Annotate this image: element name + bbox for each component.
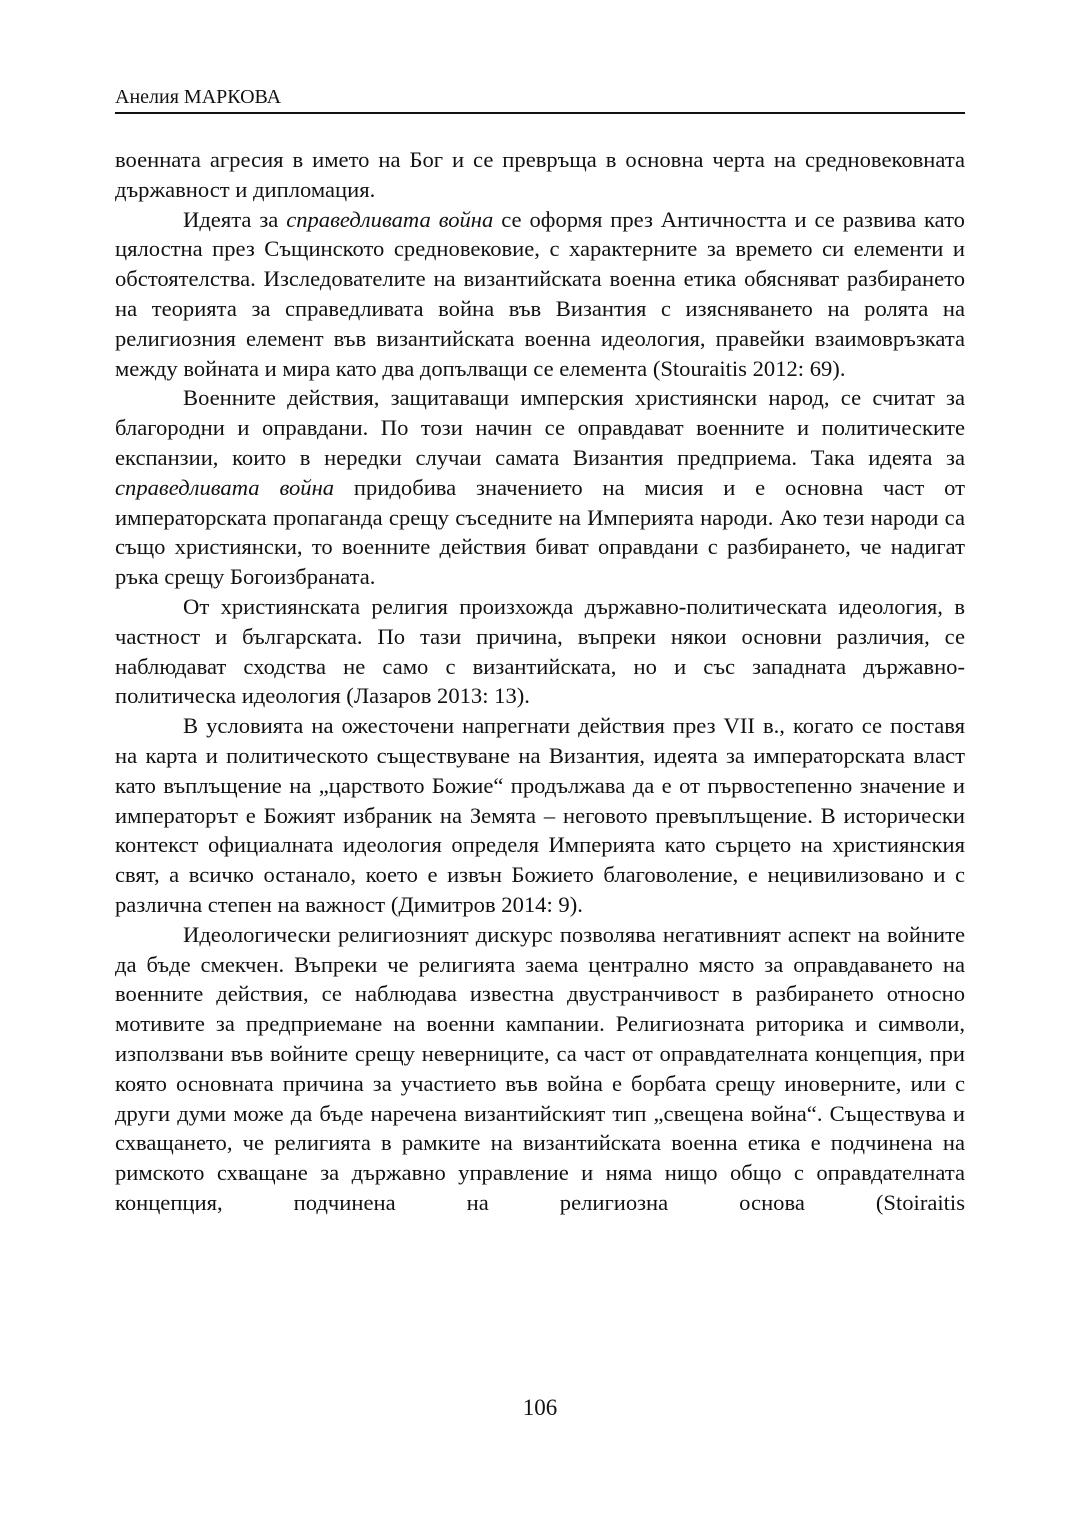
paragraph-text-after: се оформя през Античността и се развива като цялостна през Същинското средновековие, с характерните за времето си елементи и обстоятелства. Изследователите на византийската военна етика обясняват разбирането на теорията за справедливата война във Византия с изясняването на ролята на религиозния елемент във византийската военна идеология, правейки взаимовръзката между войната и мира като два допълващи се елемента (Stouraitis 2012: 69).	[115, 206, 965, 381]
paragraph-religious-discourse	[115, 920, 965, 1218]
body-text	[115, 145, 965, 1218]
paragraph-text: От християнската религия произхожда държавно-политическата идеология, в частност и българската. По тази причина, въпреки някои основни различия, се наблюдават сходства не само с византийската, но и със западната държавно-политическа идеология (Лазаров 2013: 13).	[115, 593, 965, 709]
italic-term: справедливата война	[286, 206, 494, 232]
page-number: 106	[522, 1395, 558, 1420]
paragraph-text: военната агресия в името на Бог и се превръща в основна черта на средновековната държавност и дипломация.	[115, 147, 965, 202]
paragraph-text: Идеологически религиозният дискурс позволява негативният аспект на войните да бъде смекчен. Въпреки че религията заема централно място за оправдаването на военните действия, се наблюдава известна двустранчивост в разбирането относно мотивите за предприемане на военни кампании. Религиозната риторика и символи, използвани във войните срещу неверниците, са част от оправдателната концепция, при която основната причина за участието във война е борбата срещу иноверните, или с други думи може да бъде наречена византийският тип „свещена война“. Съществува и схващането, че религията в рамките на византийската военна етика е подчинена на римското схващане за държавно управление и няма нищо общо с оправдателната концепция, подчинена на религиозна основа (Stoiraitis	[115, 921, 965, 1215]
author-name: Анелия МАРКОВА	[115, 86, 282, 108]
paragraph-seventh-century	[115, 711, 965, 920]
paragraph-text: В условията на ожесточени напрегнати действия през VII в., когато се поставя на карта и политическото съществуване на Византия, идеята за императорската власт като въплъщение на „царството Божие“ продължава да е от първостепенно значение и императорът е Божият избраник на Земята – неговото превъплъщение. В исторически контекст официалната идеология определя Империята като сърцето на християнския свят, а всичко останало, което е извън Божието благоволение, е нецивилизовано и с различна степен на важност (Димитров 2014: 9).	[115, 713, 965, 917]
paragraph-text-before: Военните действия, защитаващи имперския християнски народ, се считат за благородни и оправдани. По този начин се оправдават военните и политическите експанзии, които в нередки случаи самата Византия предприема. Така идеята за	[115, 385, 965, 470]
paragraph-just-war-idea	[115, 205, 965, 384]
paragraph-christian-religion	[115, 592, 965, 711]
paragraph-military-actions	[115, 383, 965, 592]
paragraph-text-before: Идеята за	[183, 206, 287, 232]
running-header	[115, 84, 965, 114]
paragraph-text-after: придобива значението на мисия и е основна част от императорската пропаганда срещу съседните на Империята народи. Ако тези народи са също християнски, то военните действия биват оправдани с разбирането, че надигат ръка срещу Богоизбраната.	[115, 474, 965, 590]
paragraph-continuation	[115, 145, 965, 205]
italic-term: справедливата война	[115, 474, 335, 500]
